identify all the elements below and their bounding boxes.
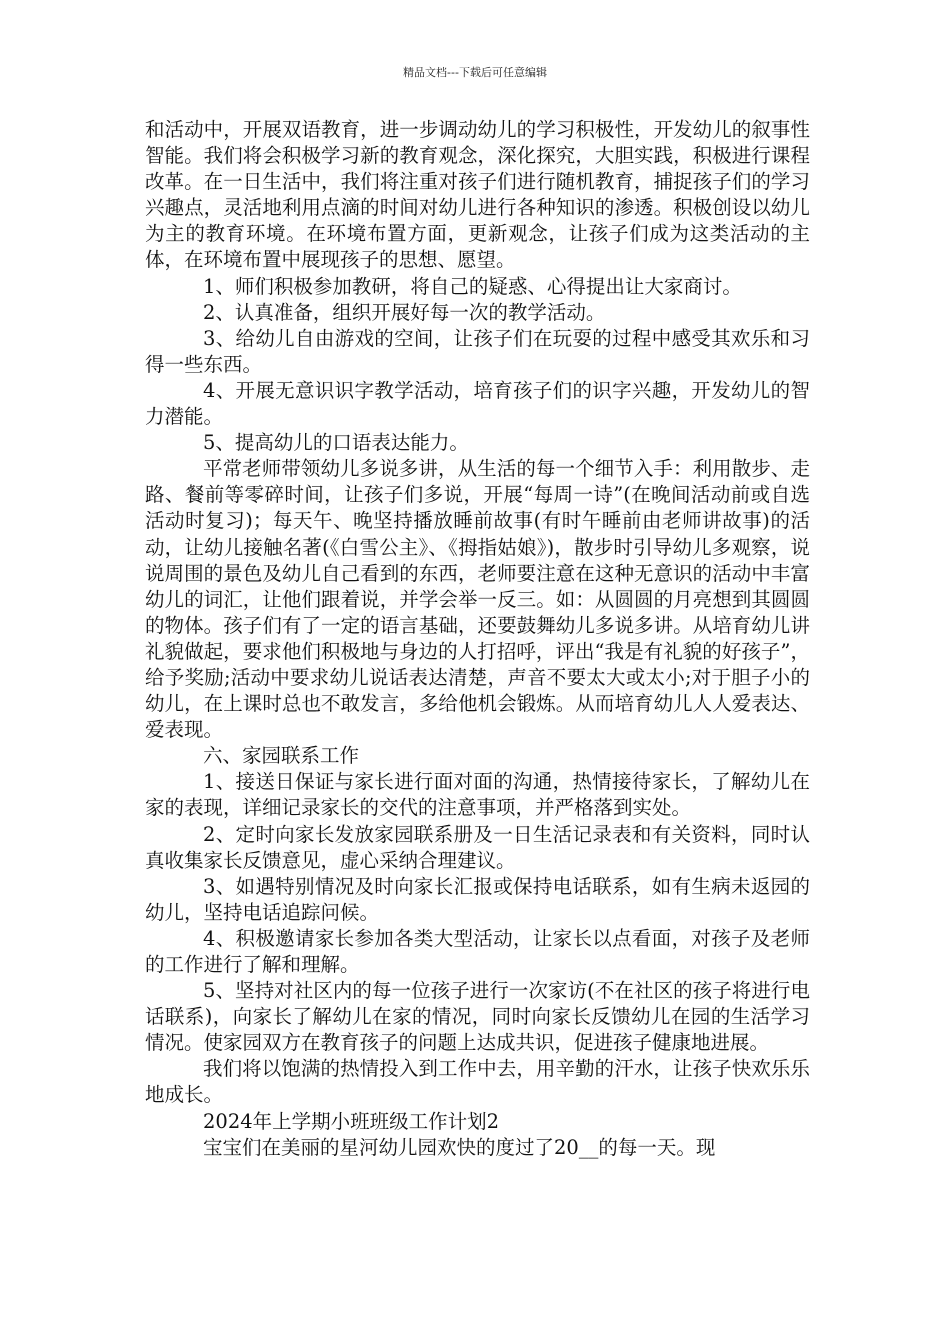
paragraph-body: 平常老师带领幼儿多说多讲，从生活的每一个细节入手：利用散步、走路、餐前等零碎时间，让孩子们多说，开展“每周一诗”(在晚间活动前或自选活动时复习)；每天午、晚坚持播放睡前故事(有时午睡前由老师讲故事)的活动，让幼儿接触名著(《白雪公主》、《拇指姑娘》)，散步时引导幼儿多观察，说说周围的景色及幼儿自己看到的东西，老师要注意在这种无意识的活动中丰富幼儿的词汇，让他们跟着说，并学会举一反三。如：从圆圆的月亮想到其圆圆的物体。孩子们有了一定的语言基础，还要鼓舞幼儿多说多讲。从培育幼儿讲礼貌做起，要求他们积极地与身边的人打招呼，评出“我是有礼貌的好孩子”，给予奖励;活动中要求幼儿说话表达清楚，声音不要太大或太小;对于胆子小的幼儿，在上课时总也不敢发言，多给他机会锻炼。从而培育幼儿人人爱表达、爱表现。: [145, 457, 810, 742]
document-title: 2024年上学期小班班级工作计划2: [203, 1109, 500, 1133]
document-body: [145, 117, 810, 1161]
list-item: 3、如遇特别情况及时向家长汇报或保持电话联系，如有生病未返园的幼儿，坚持电话追踪问候。: [145, 874, 810, 924]
list-item: 5、坚持对社区内的每一位孩子进行一次家访(不在社区的孩子将进行电话联系)，向家长了解幼儿在家的情况，同时向家长反馈幼儿在园的生活学习情况。使家园双方在教育孩子的问题上达成共识，促进孩子健康地进展。: [145, 979, 810, 1055]
list-item: 3、给幼儿自由游戏的空间，让孩子们在玩耍的过程中感受其欢乐和习得一些东西。: [145, 326, 810, 376]
paragraph-body: 宝宝们在美丽的星河幼儿园欢快的度过了20__的每一天。现: [203, 1135, 716, 1159]
list-item: 4、积极邀请家长参加各类大型活动，让家长以点看面，对孩子及老师的工作进行了解和理解。: [145, 926, 810, 976]
list-item: 4、开展无意识识字教学活动，培育孩子们的识字兴趣，开发幼儿的智力潜能。: [145, 378, 810, 429]
paragraph-intro: 和活动中，开展双语教育，进一步调动幼儿的学习积极性，开发幼儿的叙事性智能。我们将会积极学习新的教育观念，深化探究，大胆实践，积极进行课程改革。在一日生活中，我们将注重对孩子们进行随机教育，捕捉孩子们的学习兴趣点，灵活地利用点滴的时间对幼儿进行各种知识的渗透。积极创设以幼儿为主的教育环境。在环境布置方面，更新观念，让孩子们成为这类活动的主体，在环境布置中展现孩子的思想、愿望。: [145, 118, 810, 272]
list-item: 2、认真准备，组织开展好每一次的教学活动。: [203, 300, 606, 324]
list-item: 1、师们积极参加教研，将自己的疑惑、心得提出让大家商讨。: [203, 274, 742, 298]
page-header: 精品文档---下载后可任意编辑: [403, 66, 547, 79]
section-heading: 六、家园联系工作: [203, 744, 360, 768]
list-item: 2、定时向家长发放家园联系册及一日生活记录表和有关资料，同时认真收集家长反馈意见，虚心采纳合理建议。: [145, 822, 810, 872]
list-item: 5、提高幼儿的口语表达能力。: [203, 431, 469, 455]
list-item: 1、接送日保证与家长进行面对面的沟通，热情接待家长，了解幼儿在家的表现，详细记录家长的交代的注意事项，并严格落到实处。: [145, 770, 810, 820]
paragraph-closing: 我们将以饱满的热情投入到工作中去，用辛勤的汗水，让孩子快欢乐乐地成长。: [145, 1057, 810, 1107]
